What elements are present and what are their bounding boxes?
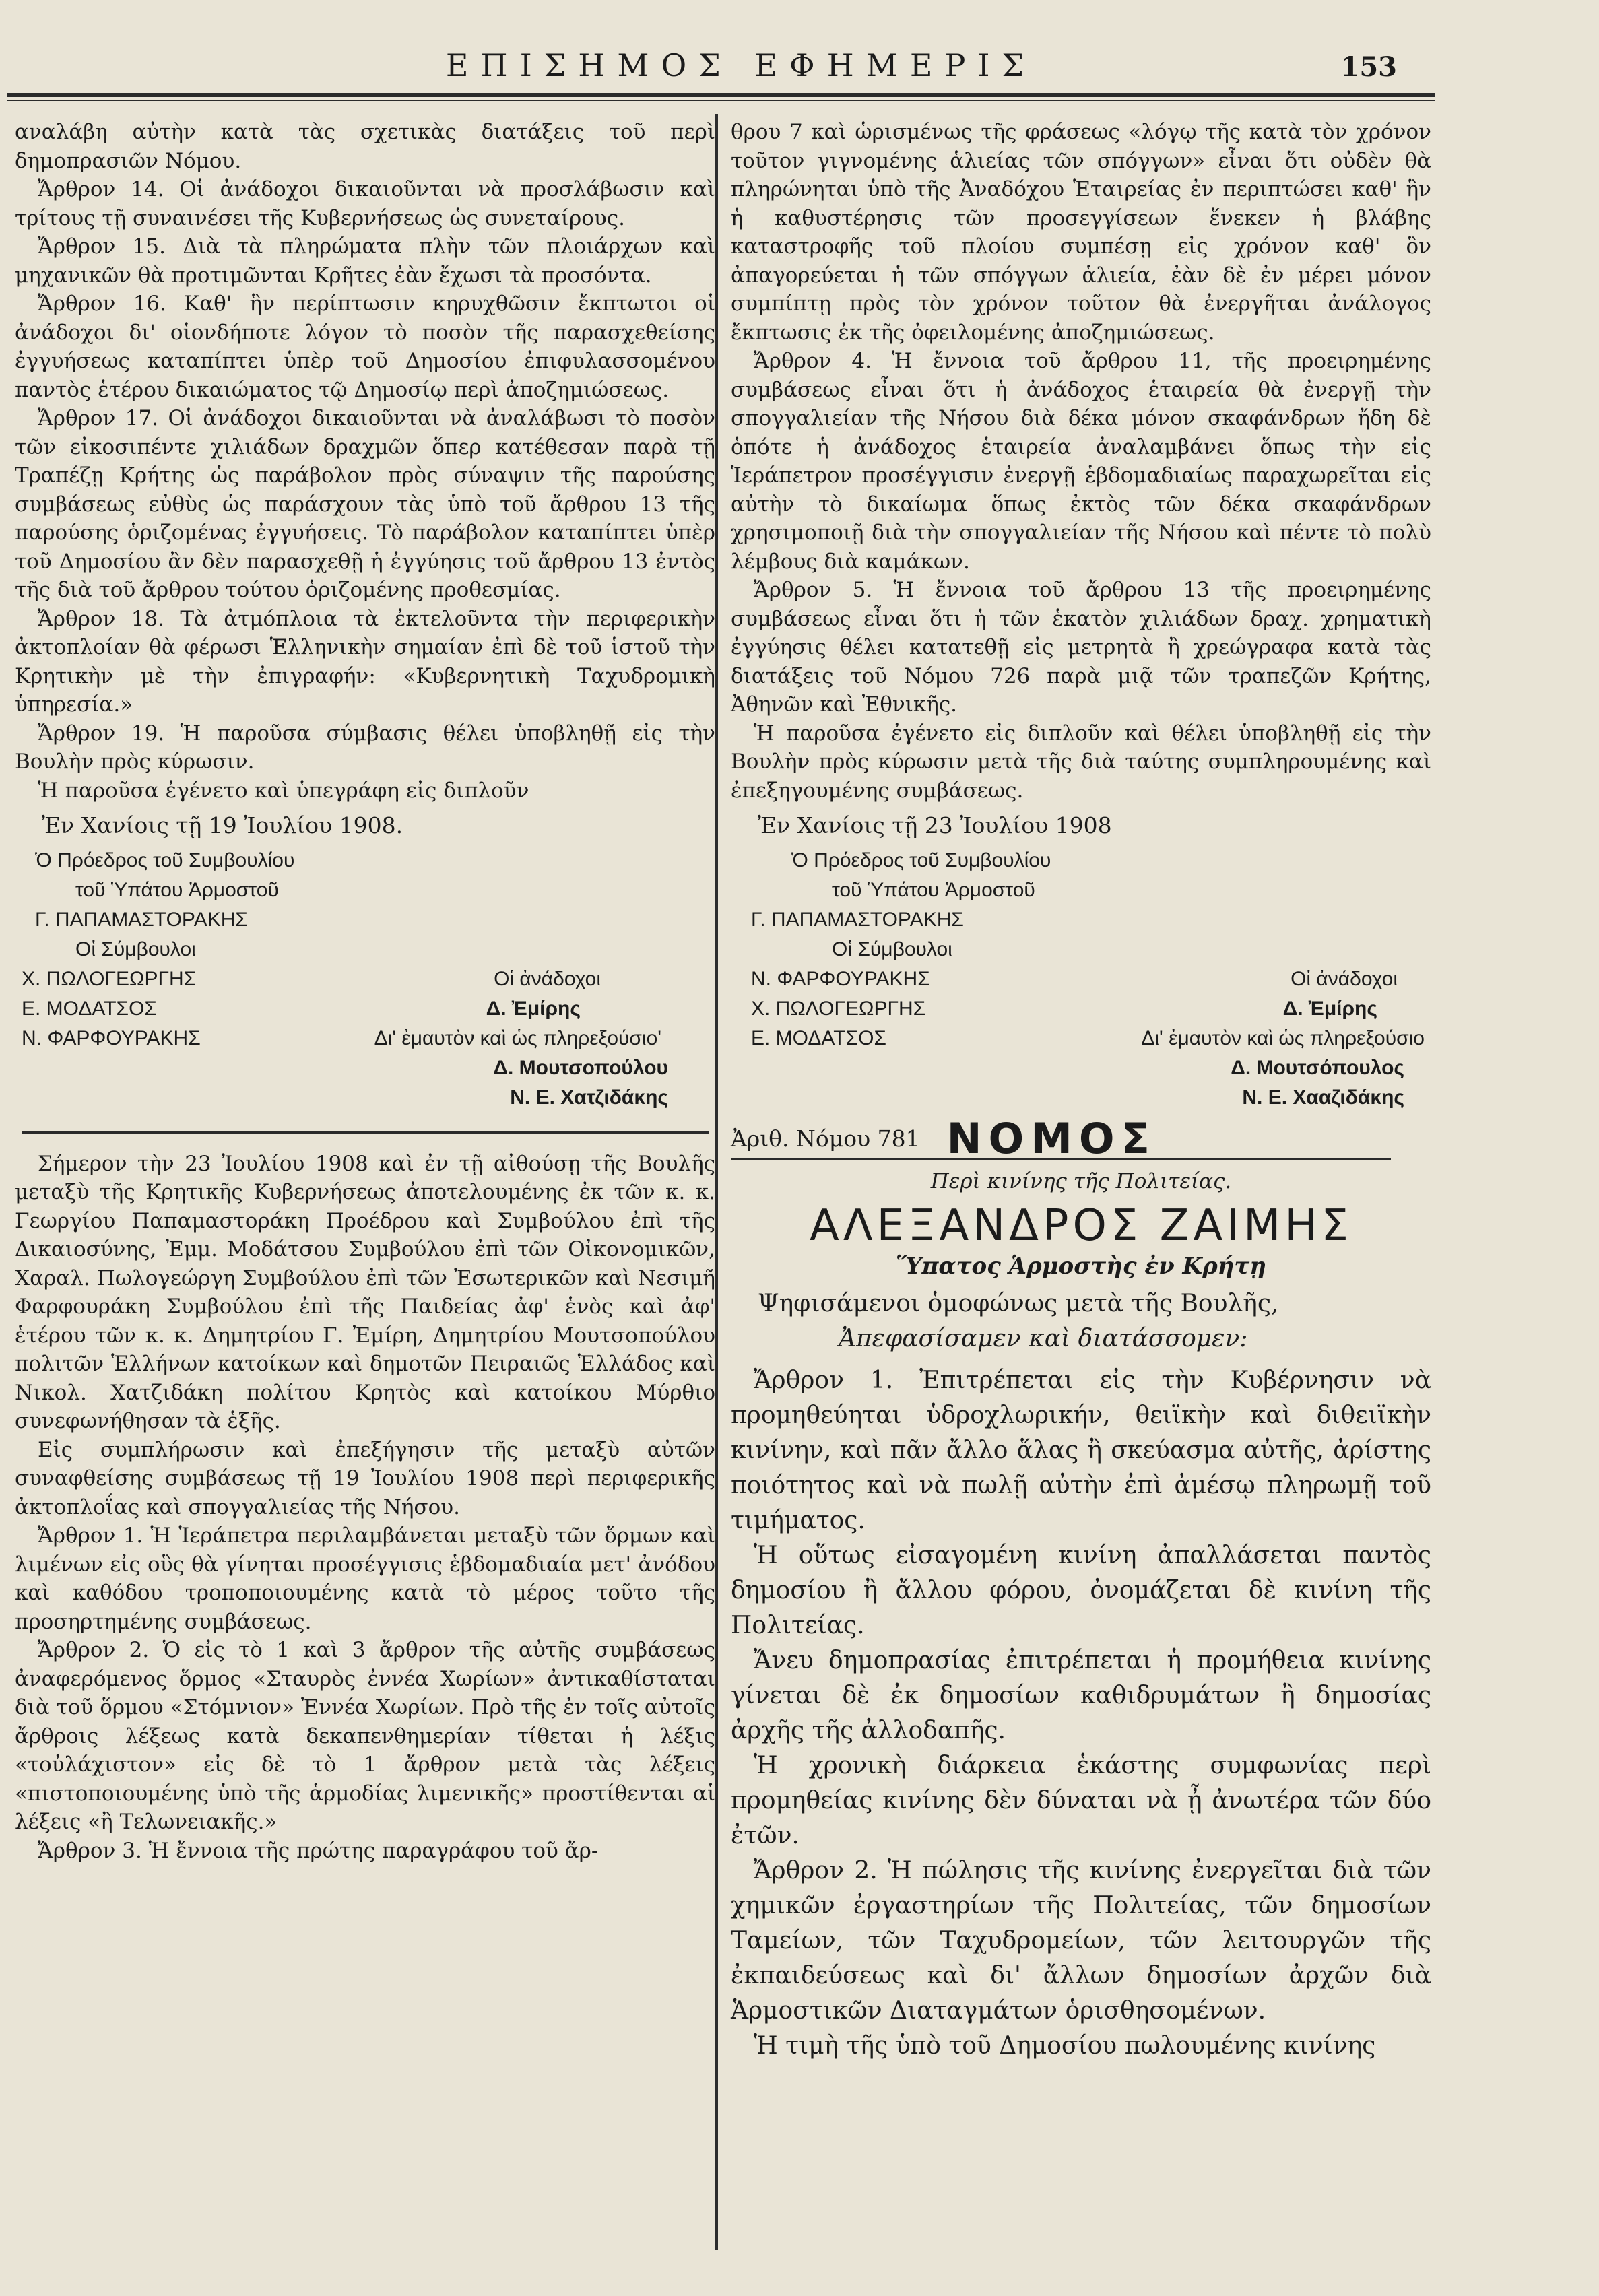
agreement-article-2: Ἄρθρον 2. Ὁ εἰς τὸ 1 καὶ 3 ἄρθρον τῆς αὐτῆς συμβάσεως ἀναφερόμενος ὅρμος «Σταυρὸς ἐννέα Χωρίων» ἀντικαθίσταται διὰ τοῦ ὅρμου «Στόμνιον» Ἐννέα Χωρίων. Πρὸ τῆς ἐν τοῖς αὐτοῖς ἄρθροις λέξεως κατὰ δεκαπενθημερίαν τίθεται ἡ λέξις «τοὐλάχιστον» εἰς δὲ τὸ 1 ἄρθρον μετὰ τὰς λέξεις «πιστοποιουμένης ὑπὸ τῆς ἁρμοδίας λιμενικῆς» προστίθενται αἱ λέξεις «ἢ Τελωνειακῆς.» xyxy=(15,1638,715,1834)
page-header xyxy=(0,42,1599,96)
article-14: Ἄρθρον 14. Οἱ ἀνάδοχοι δικαιοῦνται νὰ προσλάβωσιν καὶ τρίτους τῇ συναινέσει τῆς Κυβερνήσεως ὡς συνεταίρους. xyxy=(15,177,715,230)
gazette-title: ΕΠΙΣΗΜΟΣ ΕΦΗΜΕΡΙΣ xyxy=(445,47,1037,84)
page-number: 153 xyxy=(1340,51,1397,83)
header-rule xyxy=(7,93,1435,97)
president-name: Γ. ΠΑΠΑΜΑΣΤΟΡΑΚΗΣ xyxy=(751,908,964,931)
paragraph: θρου 7 καὶ ὡρισμένως τῆς φράσεως «λόγῳ τῆς κατὰ τὸν χρόνον τοῦτον γιγνομένης ἁλιείας τῶν σπόγγων» εἶναι ὅτι οὐδὲν θὰ πληρώνηται ὑπὸ τῆς Ἀναδόχου Ἑταιρείας ἐν περιπτώσει καθ' ἣν ἡ καθυστέρησις τῶν προσεγγίσεων ἕνεκεν ἡ βλάβης καταστροφῆς τοῦ πλοίου συμπέσῃ εἰς χρόνον καθ' ὃν ἀπαγορεύεται ἡ τῶν σπόγγων ἁλιεία, ἐὰν δὲ ἐν μέρει μόνον συμπίπτῃ πρὸς τὸν χρόνον τοῦτον θὰ ἐνεργῆται ἀνάλογος ἔκπτωσις ἐκ τῆς ὀφειλομένης ἀποζημιώσεως. xyxy=(731,120,1431,345)
voted-line: Ψηφισάμενοι ὁμοφώνως μετὰ τῆς Βουλῆς, xyxy=(758,1289,1279,1317)
law-article-1: Ἄρθρον 1. Ἐπιτρέπεται εἰς τὴν Κυβέρνησιν νὰ προμηθεύηται ὑδροχλωρικήν, θειϊκὴν καὶ διθειϊκὴν κινίνην, καὶ πᾶν ἄλλο ἅλας ἢ σκεύασμα αὐτῆς, ἀρίστης ποιότητος καὶ νὰ πωλῇ αὐτὴν ἐπὶ ἀμέσῳ πληρωμῇ τοῦ τιμήματος. xyxy=(731,1366,1431,1534)
article-19: Ἄρθρον 19. Ἡ παροῦσα σύμβασις θέλει ὑποβληθῇ εἰς τὴν Βουλὴν πρὸς κύρωσιν. xyxy=(15,721,715,774)
law-subtitle: Περὶ κινίνης τῆς Πολιτείας. xyxy=(930,1169,1232,1193)
contractors-label: Οἱ ἀνάδοχοι xyxy=(1291,967,1398,990)
agreement-article-4: Ἄρθρον 4. Ἡ ἔννοια τοῦ ἄρθρου 11, τῆς προειρημένης συμβάσεως εἶναι ὅτι ἡ ἀνάδοχος ἑταιρεία θὰ ἐνεργῇ τὴν σπογγαλιείαν τῆς Νήσου διὰ δέκα μόνον σκαφάνδρων ἤδη δὲ ὁπότε ἡ ἀνάδοχος ἑταιρεία ἀναλαμβάνει ὅπως τὴν εἰς Ἱεράπετρον προσέγγισιν ἐνεργῇ ἑβδομαδιαίως παραχωρεῖται εἰς αὐτὴν τὸ δικαίωμα ὅπως ἐκτὸς τῶν δέκα σκαφάνδρων χρησιμοποιῇ διὰ τὴν σπογγαλιείαν τῆς Νήσου καὶ πέντε τὸ πολὺ λέμβους διὰ καμάκων. xyxy=(731,349,1431,574)
issuer-title: Ὕπατος Ἁρμοστὴς ἐν Κρήτῃ xyxy=(896,1252,1266,1280)
signature-row xyxy=(15,994,715,1024)
president-title-2: τοῦ Ὑπάτου Ἁρμοστοῦ xyxy=(75,878,279,901)
contractor-name: Δ. Ἐμίρης xyxy=(486,997,581,1020)
councillor-name: Ν. ΦΑΡΦΟΥΡΑΚΗΣ xyxy=(22,1026,201,1049)
agreement-article-3: Ἄρθρον 3. Ἡ ἔννοια τῆς πρώτης παραγράφου τοῦ ἄρ- xyxy=(38,1838,599,1863)
header-rule-thin xyxy=(7,100,1435,101)
agreement-article-1: Ἄρθρον 1. Ἡ Ἱεράπετρα περιλαμβάνεται μεταξὺ τῶν ὅρμων καὶ λιμένων εἰς οὓς θὰ γίνηται προσέγγισις ἑβδομαδιαία μετ' ἀνόδου καὶ καθόδου τροποποιουμένης κατὰ τὸ μέρος τοῦτο τῆς προσηρτημένης συμβάσεως. xyxy=(15,1523,715,1634)
issuer-name: ΑΛΕΞΑΝΔΡΟΣ ΖΑΙΜΗΣ xyxy=(810,1200,1352,1251)
law-paragraph: Ἄνευ δημοπρασίας ἐπιτρέπεται ἡ προμήθεια κινίνης γίνεται δὲ ἐκ δημοσίων καθιδρυμάτων ἢ δημοσίας ἀρχῆς τῆς ἀλλοδαπῆς. xyxy=(731,1646,1431,1744)
contractor-name: Ν. Ε. Χααζιδάκης xyxy=(1242,1086,1404,1109)
signature-block xyxy=(731,846,1431,1113)
councillor-name: Χ. ΠΩΛΟΓΕΩΡΓΗΣ xyxy=(22,967,197,990)
spacer xyxy=(731,1281,1431,1286)
signature-row xyxy=(15,964,715,994)
closing-line: Ἡ παροῦσα ἐγένετο καὶ ὑπεγράφη εἰς διπλοῦν xyxy=(38,778,529,803)
councillors-label: Οἱ Σύμβουλοι xyxy=(75,938,196,960)
contractor-note: Δι' ἐμαυτὸν καὶ ὡς πληρεξούσιο' xyxy=(374,1026,661,1049)
president-title: Ὁ Πρόεδρος τοῦ Συμβουλίου xyxy=(791,849,1051,872)
contractor-name: Δ. Μουτσοπούλου xyxy=(493,1056,668,1079)
law-body xyxy=(731,1363,1431,2064)
left-column xyxy=(15,118,715,1865)
councillors-label: Οἱ Σύμβουλοι xyxy=(832,938,952,960)
councillor-name: Ε. ΜΟΔΑΤΣΟΣ xyxy=(751,1026,886,1049)
law-paragraph: Ἡ οὕτως εἰσαγομένη κινίνη ἀπαλλάσεται παντὸς δημοσίου ἢ ἄλλου φόρου, ὀνομάζεται δὲ κινίνη τῆς Πολιτείας. xyxy=(731,1541,1431,1639)
law-paragraph: Ἡ χρονικὴ διάρκεια ἑκάστης συμφωνίας περὶ προμηθείας κινίνης δὲν δύναται νὰ ᾖ ἀνωτέρα τῶν δύο ἐτῶν. xyxy=(731,1751,1431,1849)
president-name: Γ. ΠΑΠΑΜΑΣΤΟΡΑΚΗΣ xyxy=(35,908,248,931)
signature-row xyxy=(731,964,1431,994)
president-title: Ὁ Πρόεδρος τοῦ Συμβουλίου xyxy=(35,849,295,872)
article-17: Ἄρθρον 17. Οἱ ἀνάδοχοι δικαιοῦνται νὰ ἀναλάβωσι τὸ ποσὸν τῶν εἰκοσιπέντε χιλιάδων δραχμῶν ὅπερ κατέθεσαν παρὰ τῇ Τραπέζῃ Κρήτης ὡς παράβολον πρὸς σύναψιν τῆς παρούσης συμβάσεως εὐθὺς ὡς παράσχουν τὰς ὑπὸ τοῦ ἄρθρου 13 τῆς παρούσης ὁριζομένας ἐγγυήσεις. Τὸ παράβολον καταπίπτει ὑπὲρ τοῦ Δημοσίου ἂν δὲν παρασχεθῇ ἡ ἐγγύησις τοῦ ἄρθρου 13 ἐντὸς τῆς διὰ τοῦ ἄρθρου τούτου ὁριζομένης προθεσμίας. xyxy=(15,406,715,602)
agreement-article-5: Ἄρθρον 5. Ἡ ἔννοια τοῦ ἄρθρου 13 τῆς προειρημένης συμβάσεως εἶναι ὅτι ἡ τῶν ἑκατὸν χιλιάδων δραχ. χρηματικὴ ἐγγύησις θέλει κατατεθῇ εἰς μετρητὰ ἢ χρεώγραφα κατὰ τὰς διατάξεις τοῦ Νόμου 726 παρὰ μιᾷ τῶν τραπεζῶν Κρήτης, Ἀθηνῶν καὶ Ἐθνικῆς. xyxy=(731,578,1431,717)
signing-date: Ἐν Χανίοις τῇ 19 Ἰουλίου 1908. xyxy=(42,812,403,839)
article-18: Ἄρθρον 18. Τὰ ἀτμόπλοια τὰ ἐκτελοῦντα τὴν περιφερικὴν ἀκτοπλοίαν θὰ φέρωσι Ἑλληνικὴν σημαίαν ἐπὶ δὲ τοῦ ἱστοῦ τὴν Κρητικὴν μὲ τὴν ἐπιγραφήν: «Κυβερνητικὴ Ταχυδρομικὴ ὑπηρεσία.» xyxy=(15,606,715,717)
paragraph: αναλάβη αὐτὴν κατὰ τὰς σχετικὰς διατάξεις τοῦ περὶ δημοπρασιῶν Νόμου. xyxy=(15,120,715,173)
signature-row xyxy=(15,1024,715,1053)
councillor-name: Ε. ΜΟΔΑΤΣΟΣ xyxy=(22,997,157,1020)
column-divider xyxy=(715,114,718,2250)
right-column xyxy=(731,118,1431,2064)
signing-date: Ἐν Χανίοις τῇ 23 Ἰουλίου 1908 xyxy=(758,812,1112,839)
article-16: Ἄρθρον 16. Καθ' ἣν περίπτωσιν κηρυχθῶσιν ἔκπτωτοι οἱ ἀνάδοχοι δι' οἱονδήποτε λόγον τὸ ποσὸν τῆς παρασχεθείσης ἐγγυήσεως καταπίπτει ὑπὲρ τοῦ Δημοσίου ἐπιφυλασσομένου παντὸς ἑτέρου δικαιώματος τῷ Δημοσίῳ περὶ ἀποζημιώσεως. xyxy=(15,292,715,402)
signature-row xyxy=(731,994,1431,1024)
decree-line: Ἀπεφασίσαμεν καὶ διατάσσομεν: xyxy=(839,1324,1248,1352)
contractors-label: Οἱ ἀνάδοχοι xyxy=(494,967,601,990)
president-title-2: τοῦ Ὑπάτου Ἁρμοστοῦ xyxy=(832,878,1035,901)
signature-block xyxy=(15,846,715,1113)
law-paragraph: Ἡ τιμὴ τῆς ὑπὸ τοῦ Δημοσίου πωλουμένης κινίνης xyxy=(754,2031,1376,2060)
contractor-name: Δ. Ἐμίρης xyxy=(1282,997,1377,1020)
agreement-purpose: Εἰς συμπλήρωσιν καὶ ἐπεξήγησιν τῆς μεταξὺ αὐτῶν συναφθείσης συμβάσεως τῇ 19 Ἰουλίου 1908 περὶ περιφερικῆς ἀκτοπλοΐας καὶ σπογγαλιείας τῆς Νήσου. xyxy=(15,1437,715,1519)
law-title: ΝΟΜΟΣ xyxy=(946,1113,1156,1163)
signature-row xyxy=(731,1024,1431,1053)
article-15: Ἄρθρον 15. Διὰ τὰ πληρώματα πλὴν τῶν πλοιάρχων καὶ μηχανικῶν θὰ προτιμῶνται Κρῆτες ἐὰν ἔχωσι τὰ προσόντα. xyxy=(15,234,715,288)
closing-line: Ἡ παροῦσα ἐγένετο εἰς διπλοῦν καὶ θέλει ὑποβληθῇ εἰς τὴν Βουλὴν πρὸς κύρωσιν μετὰ τῆς διὰ ταύτης συμπληρουμένης καὶ ἐπεξηγουμένης συμβάσεως. xyxy=(731,721,1431,803)
councillor-name: Χ. ΠΩΛΟΓΕΩΡΓΗΣ xyxy=(751,997,926,1020)
section-divider xyxy=(22,1131,709,1134)
councillor-name: Ν. ΦΑΡΦΟΥΡΑΚΗΣ xyxy=(751,967,930,990)
contractor-name: Δ. Μουτσόπουλος xyxy=(1231,1056,1404,1079)
agreement-preamble: Σήμερον τὴν 23 Ἰουλίου 1908 καὶ ἐν τῇ αἰθούσῃ τῆς Βουλῆς μεταξὺ τῆς Κρητικῆς Κυβερνήσεως ἀποτελουμένης ἐκ τῶν κ. κ. Γεωργίου Παπαμαστοράκη Προέδρου καὶ Συμβούλου ἐπὶ τῆς Δικαιοσύνης, Ἐμμ. Μοδάτσου Συμβούλου ἐπὶ τῶν Οἰκονομικῶν, Χαραλ. Πωλογεώργη Συμβούλου ἐπὶ τῶν Ἐσωτερικῶν καὶ Νεσιμῆ Φαρφουράκη Συμβούλου ἐπὶ τῆς Παιδείας ἀφ' ἑνὸς καὶ ἀφ' ἑτέρου τῶν κ. κ. Δημητρίου Γ. Ἐμίρη, Δημητρίου Μουτσοπούλου πολιτῶν Ἑλλήνων κατοίκων καὶ δημοτῶν Πειραιῶς Ἑλλάδος καὶ Νικολ. Χατζιδάκη πολίτου Κρητὸς καὶ κατοίκου Μύρθιο συνεφωνήθησαν τὰ ἑξῆς. xyxy=(15,1151,715,1433)
contractor-note: Δι' ἐμαυτὸν καὶ ὡς πληρεξούσιο xyxy=(1141,1026,1425,1049)
contractor-name: Ν. Ε. Χατζιδάκης xyxy=(510,1086,668,1109)
law-article-2: Ἄρθρον 2. Ἡ πώλησις τῆς κινίνης ἐνεργεῖται διὰ τῶν χημικῶν ἐργαστηρίων τῆς Πολιτείας, τῶν δημοσίων Ταμείων, τῶν Ταχυδρομείων, τῶν λειτουργῶν τῆς ἐκπαιδεύσεως καὶ δι' ἄλλων δημοσίων ἀρχῶν διὰ Ἁρμοστικῶν Διαταγμάτων ὁρισθησομένων. xyxy=(731,1856,1431,2025)
law-heading xyxy=(731,1113,1431,1163)
law-number: Ἀριθ. Νόμου 781 xyxy=(731,1125,920,1152)
